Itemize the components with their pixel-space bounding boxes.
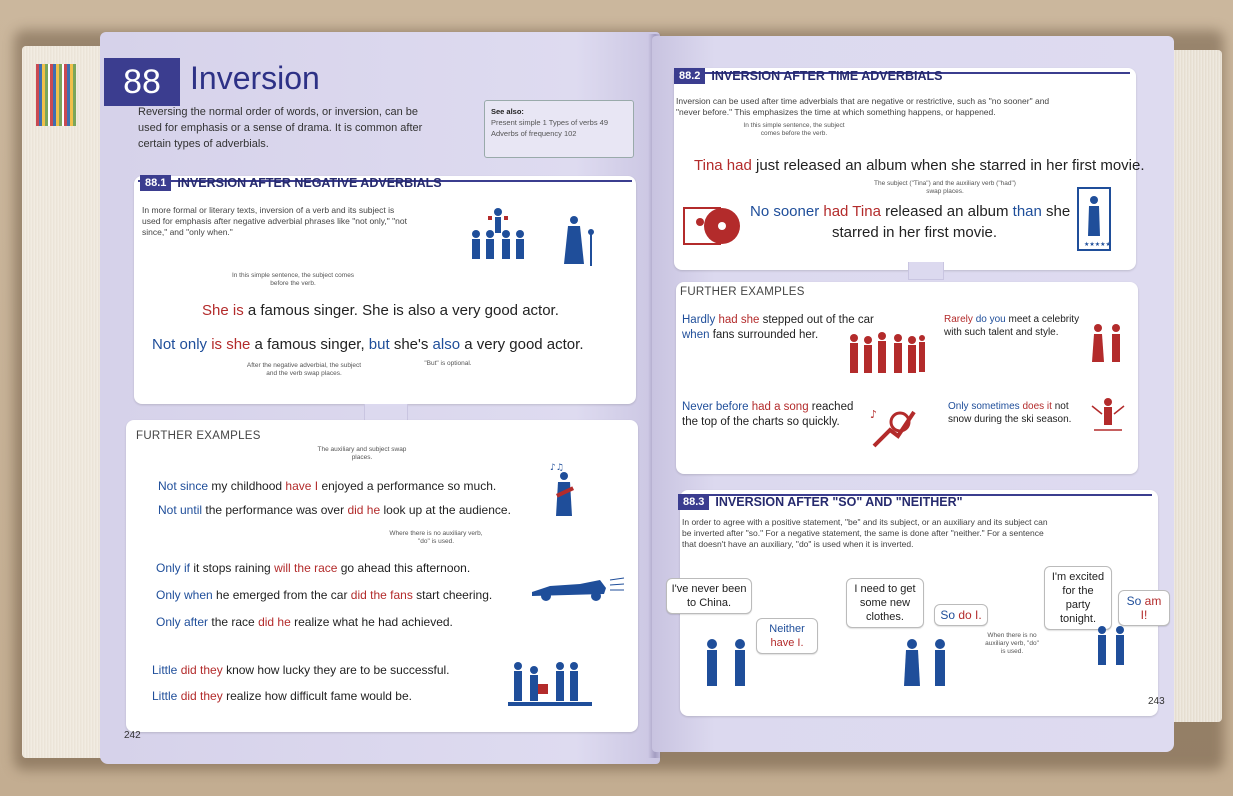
speech-bubble-need-clothes: I need to get some new clothes.	[846, 578, 924, 628]
further-left-note-top: The auxiliary and subject swap places.	[317, 446, 407, 461]
band-on-stage-icon	[508, 654, 592, 708]
further-left-example-5: Only after the race did he realize what he had achieved.	[156, 615, 453, 629]
section-88-2-sentence-2-line-2: starred in her first movie.	[832, 224, 998, 241]
speech-bubble-so-am-i: So am I!	[1118, 590, 1170, 626]
singer-at-microphone-icon	[560, 214, 600, 268]
speech-bubble-excited-party: I'm excited for the party tonight.	[1044, 566, 1112, 630]
see-also-line2: Adverbs of frequency 102	[491, 129, 577, 138]
section-title: INVERSION AFTER NEGATIVE ADVERBIALS	[177, 176, 442, 190]
two-people-cheering-icon	[1092, 622, 1132, 668]
section-88-1-heading	[140, 175, 442, 191]
page-number-left: 242	[124, 730, 141, 741]
further-left-note-mid: Where there is no auxiliary verb, "do" is used.	[389, 530, 483, 545]
choir-singers-icon	[466, 204, 530, 262]
chapter-intro: Reversing the normal order of words, or inversion, can be used for emphasis or a sense of drama. It is common after certain types of adverbials.	[138, 106, 423, 150]
further-left-example-7: Little did they realize how difficult fame would be.	[152, 689, 412, 703]
section-title: INVERSION AFTER "SO" AND "NEITHER"	[715, 495, 963, 509]
section-number: 88.2	[674, 68, 705, 84]
section-88-2-description: Inversion can be used after time adverbials that are negative or restrictive, such as "no sooner" and "never before." This emphasizes the time at which something happens, or happened.	[676, 96, 1050, 117]
panel-connector-right	[908, 262, 944, 280]
section-88-2-sentence-2: No sooner had Tina released an album than she	[750, 203, 1071, 220]
speech-bubble-neither-have-i: Neither have I.	[756, 618, 818, 654]
further-left-example-1: Not since my childhood have I enjoyed a performance so much.	[158, 479, 497, 493]
section-88-1-note-left: After the negative adverbial, the subject and the verb swap places.	[246, 362, 362, 377]
section-88-3-note: When there is no auxiliary verb, "do" is used.	[985, 632, 1039, 655]
further-right-example-3: Never before had a song reached the top of the charts so quickly.	[682, 401, 854, 428]
further-right-example-4: Only sometimes does it not snow during the ski season.	[948, 401, 1072, 425]
see-also-box	[484, 100, 634, 158]
see-also-label: See also:	[491, 107, 524, 116]
see-also-line1: Present simple 1 Types of verbs 49	[491, 118, 609, 127]
section-88-2-note-top: In this simple sentence, the subject comes before the verb.	[743, 122, 845, 137]
section-number: 88.3	[678, 494, 709, 510]
section-88-3-description: In order to agree with a positive statement, "be" and its subject, or an auxiliary and its subject can be inverted after "so." For a negative statement, the same is done after "neither." For a sentence that doesn't have an auxiliary, "do" is used when it is inverted.	[682, 517, 1048, 549]
svg-text:♪: ♪	[870, 408, 878, 421]
section-88-2-sentence-1: Tina had just released an album when she starred in her first movie.	[694, 157, 1145, 174]
section-title: INVERSION AFTER TIME ADVERBIALS	[711, 69, 943, 83]
svg-text:♪♫: ♪♫	[550, 463, 564, 473]
further-examples-right-label: FURTHER EXAMPLES	[680, 286, 805, 298]
section-number: 88.1	[140, 175, 171, 191]
section-88-2-note-mid: The subject ("Tina") and the auxiliary verb ("had") swap places.	[874, 180, 1016, 195]
section-88-1-description: In more formal or literary texts, inversion of a verb and its subject is used for emphasis after negative adverbial phrases like "not only," "not since," and "only when."	[142, 205, 407, 237]
race-car-icon	[530, 574, 626, 602]
further-examples-left-label: FURTHER EXAMPLES	[136, 430, 261, 442]
album-record-icon	[682, 204, 744, 248]
crowd-of-fans-icon	[846, 328, 928, 378]
svg-text:★★★★★: ★★★★★	[1084, 241, 1111, 248]
further-left-example-4: Only when he emerged from the car did the fans start cheering.	[156, 588, 493, 602]
section-88-1-sentence-2: Not only is she a famous singer, but she's also a very good actor.	[152, 336, 584, 353]
section-88-3-heading	[678, 494, 963, 510]
movie-star-poster-icon	[1076, 186, 1112, 254]
further-left-example-6: Little did they know how lucky they are to be successful.	[152, 663, 450, 677]
section-88-1-sentence-1: She is a famous singer. She is also a very good actor.	[202, 302, 559, 319]
skier-icon	[1088, 396, 1128, 436]
section-88-1-note-top: In this simple sentence, the subject comes before the verb.	[231, 272, 355, 287]
page-number-right: 243	[1148, 696, 1165, 707]
left-page-edges	[22, 46, 112, 758]
speech-bubble-so-do-i: So do I.	[934, 604, 988, 626]
further-right-example-2: Rarely do you meet a celebrity with such talent and style.	[944, 314, 1080, 338]
section-88-2-heading	[674, 68, 942, 84]
two-people-shopping-icon	[896, 636, 956, 688]
chapter-number: 88	[104, 58, 180, 106]
celebrity-couple-icon	[1090, 322, 1126, 366]
rising-chart-music-icon	[870, 404, 920, 450]
further-left-example-2: Not until the performance was over did he look up at the audience.	[158, 503, 511, 517]
section-88-1-note-right: "But" is optional.	[424, 360, 472, 367]
guitarist-icon	[548, 462, 584, 518]
speech-bubble-never-china: I've never been to China.	[666, 578, 752, 614]
further-right-example-1: Hardly had she stepped out of the car when fans surrounded her.	[682, 314, 874, 341]
further-left-example-3: Only if it stops raining will the race go ahead this afternoon.	[156, 561, 471, 575]
two-people-talking-icon	[698, 636, 754, 688]
chapter-title: Inversion	[190, 60, 320, 96]
color-thumb-tabs	[36, 64, 76, 126]
